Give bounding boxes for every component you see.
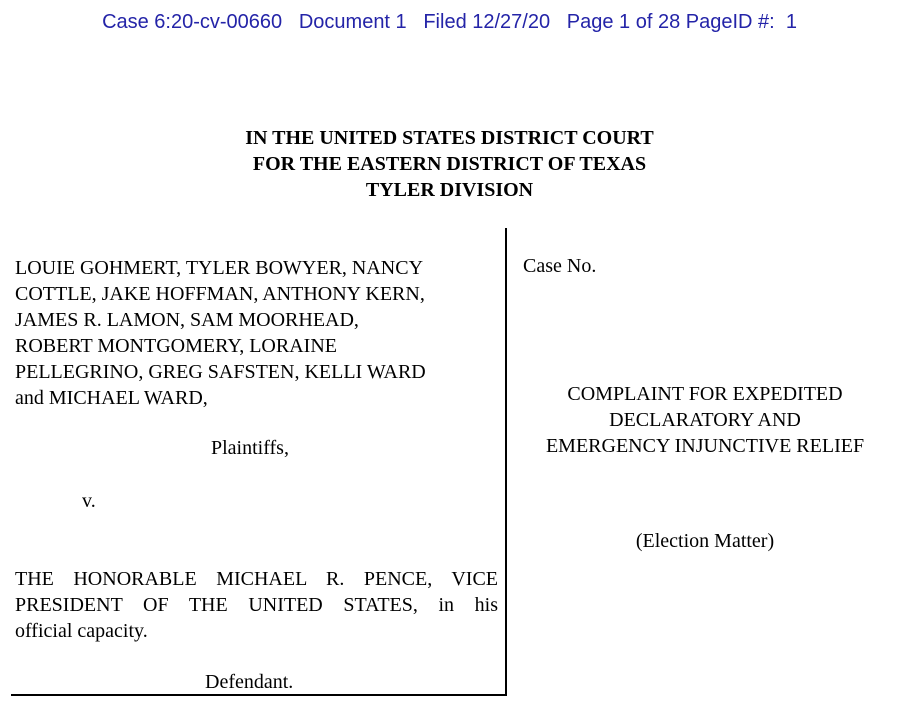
caption-vertical-divider (505, 228, 507, 695)
caption-bottom-rule (11, 694, 507, 696)
plaintiffs-names (15, 255, 499, 411)
defendant-line: THE HONORABLE MICHAEL R. PENCE, VICE (15, 568, 498, 590)
complaint-line: COMPLAINT FOR EXPEDITED (567, 383, 843, 405)
plaintiff-line: LOUIE GOHMERT, TYLER BOWYER, NANCY (15, 257, 424, 279)
complaint-line: EMERGENCY INJUNCTIVE RELIEF (545, 435, 865, 457)
defendant-line: official capacity. (15, 620, 148, 642)
filing-header-stamp: Case 6:20-cv-00660 Document 1 Filed 12/27/20 Page 1 of 28 PageID #: 1 (102, 11, 797, 33)
complaint-title (515, 381, 895, 459)
defendant-line: PRESIDENT OF THE UNITED STATES, in his (15, 594, 498, 616)
court-caption-title (0, 125, 899, 203)
plaintiff-line: and MICHAEL WARD, (15, 387, 208, 409)
court-line: FOR THE EASTERN DISTRICT OF TEXAS (252, 153, 647, 175)
versus-label: v. (82, 490, 96, 512)
defendant-label: Defendant. (205, 671, 294, 693)
court-line: IN THE UNITED STATES DISTRICT COURT (245, 127, 654, 149)
case-number-label: Case No. (523, 255, 597, 277)
plaintiff-line: JAMES R. LAMON, SAM MOORHEAD, (15, 309, 359, 331)
plaintiff-line: PELLEGRINO, GREG SAFSTEN, KELLI WARD (15, 361, 426, 383)
court-line: TYLER DIVISION (365, 179, 534, 201)
plaintiffs-label: Plaintiffs, (211, 437, 289, 459)
plaintiff-line: COTTLE, JAKE HOFFMAN, ANTHONY KERN, (15, 283, 425, 305)
plaintiff-line: ROBERT MONTGOMERY, LORAINE (15, 335, 337, 357)
election-matter-label: (Election Matter) (635, 530, 775, 552)
complaint-line: DECLARATORY AND (609, 409, 801, 431)
defendant-name (15, 566, 498, 644)
